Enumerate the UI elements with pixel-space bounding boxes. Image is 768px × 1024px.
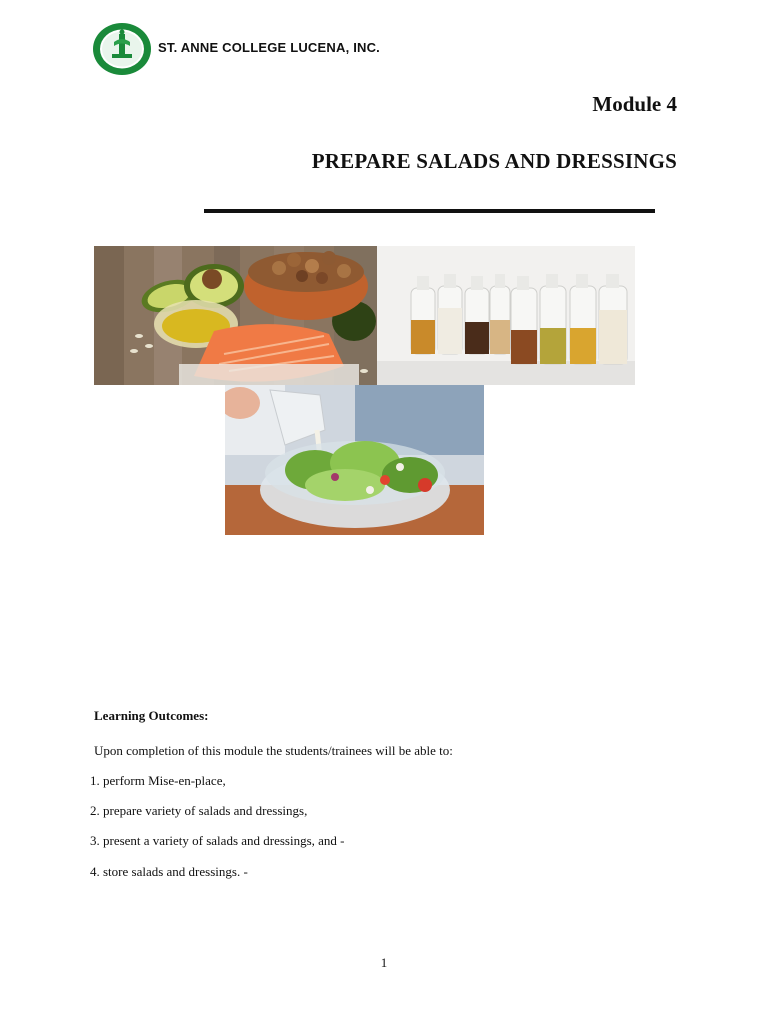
learning-outcomes-heading: Learning Outcomes: bbox=[94, 708, 209, 723]
dressing-bottles-photo bbox=[377, 246, 635, 385]
module-title: PREPARE SALADS AND DRESSINGS bbox=[311, 149, 677, 173]
module-number: Module 4 bbox=[592, 92, 677, 116]
college-logo bbox=[92, 22, 152, 76]
learning-outcomes-intro: Upon completion of this module the students/trainees will be able to: bbox=[94, 743, 453, 758]
outcome-item: 4. store salads and dressings. - bbox=[90, 864, 248, 879]
outcome-item: 1. perform Mise-en-place, bbox=[90, 773, 226, 788]
salad-bowl-photo bbox=[225, 385, 484, 535]
outcome-item: 2. prepare variety of salads and dressings, bbox=[90, 803, 308, 818]
outcome-item: 3. present a variety of salads and dressings, and - bbox=[90, 833, 345, 848]
salmon-avocado-nuts-photo bbox=[94, 246, 377, 385]
school-name: ST. ANNE COLLEGE LUCENA, INC. bbox=[158, 40, 380, 55]
page-number: 1 bbox=[380, 955, 388, 970]
title-divider bbox=[204, 209, 655, 213]
